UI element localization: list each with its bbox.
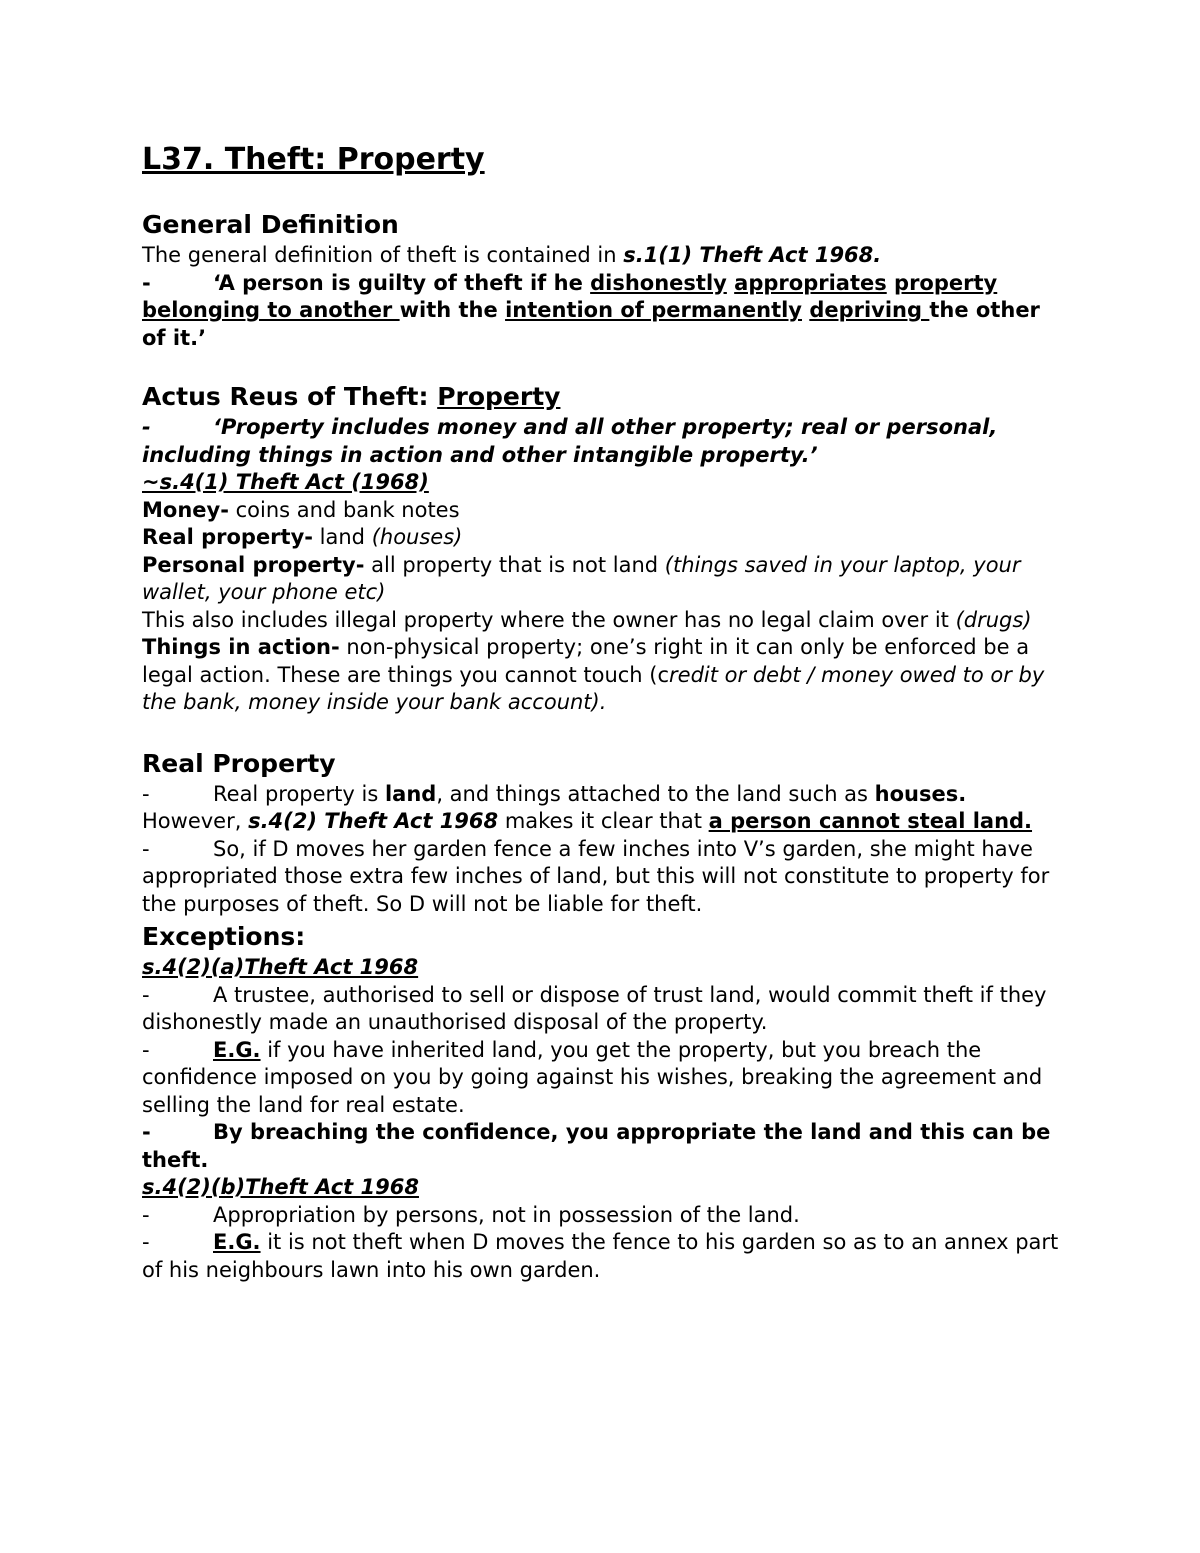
exception-b-bullet-2: - E.G. it is not theft when D moves the fence to his garden so as to an annex part of his neighbours lawn into his own garden. bbox=[142, 1230, 1059, 1282]
real-property-definition: Real property- land (houses) bbox=[142, 525, 463, 549]
actus-reus-heading-property: Property bbox=[437, 382, 561, 411]
property-definition-quote: - ‘Property includes money and all other property; real or personal, including things in action and other intangible property.’ bbox=[142, 415, 998, 467]
exception-a-bullet-3: - By breaching the confidence, you appropriate the land and this can be theft. bbox=[142, 1120, 1051, 1172]
exception-a-bullet-2: - E.G. if you have inherited land, you get the property, but you breach the confidence imposed on you by going against his wishes, breaking the agreement and selling the land for real estate. bbox=[142, 1037, 1043, 1117]
illegal-property-note: This also includes illegal property where the owner has no legal claim over it (drugs) bbox=[142, 607, 1032, 632]
exceptions-heading: Exceptions: bbox=[142, 922, 306, 951]
real-property-bullet-1: - Real property is land, and things attached to the land such as houses. However, s.4(2) Theft Act 1968 makes it clear that a person cannot steal land. bbox=[142, 781, 1033, 833]
theft-definition-quote: - ‘A person is guilty of theft if he dishonestly appropriates property belonging to another with the intention of permanently depriving the other of it.’ bbox=[142, 270, 1040, 350]
real-property-bullet-2: - So, if D moves her garden fence a few inches into V’s garden, she might have appropriated those extra few inches of land, but this will not constitute to property for the purposes of theft. So D will not be liable for theft. bbox=[142, 836, 1050, 916]
things-in-action-definition: Things in action- non-physical property; one’s right in it can only be enforced be a legal action. These are things you cannot touch (credit or debt / money owed to or by the bank, money inside your bank account). bbox=[142, 635, 1045, 714]
page-title: L37. Theft: Property bbox=[142, 142, 485, 177]
s4-1-reference: ~s.4(1) Theft Act (1968) bbox=[142, 470, 429, 494]
personal-property-definition: Personal property- all property that is not land (things saved in your laptop, your wallet, your phone etc) bbox=[142, 552, 1021, 604]
exception-b-bullet-1: - Appropriation by persons, not in possession of the land. bbox=[142, 1202, 800, 1227]
general-definition-intro: The general definition of theft is contained in s.1(1) Theft Act 1968. bbox=[142, 243, 882, 267]
actus-reus-heading: Actus Reus of Theft: Property bbox=[142, 382, 561, 411]
general-definition-heading: General Definition bbox=[142, 210, 399, 239]
money-definition: Money- coins and bank notes bbox=[142, 497, 460, 522]
document-content bbox=[142, 140, 1062, 1284]
exception-a-bullet-1: - A trustee, authorised to sell or dispose of trust land, would commit theft if they dishonestly made an unauthorised disposal of the property. bbox=[142, 982, 1047, 1034]
real-property-heading: Real Property bbox=[142, 748, 336, 778]
s4-2-b-reference: s.4(2)(b)Theft Act 1968 bbox=[142, 1175, 419, 1199]
s4-2-a-reference: s.4(2)(a)Theft Act 1968 bbox=[142, 955, 419, 979]
